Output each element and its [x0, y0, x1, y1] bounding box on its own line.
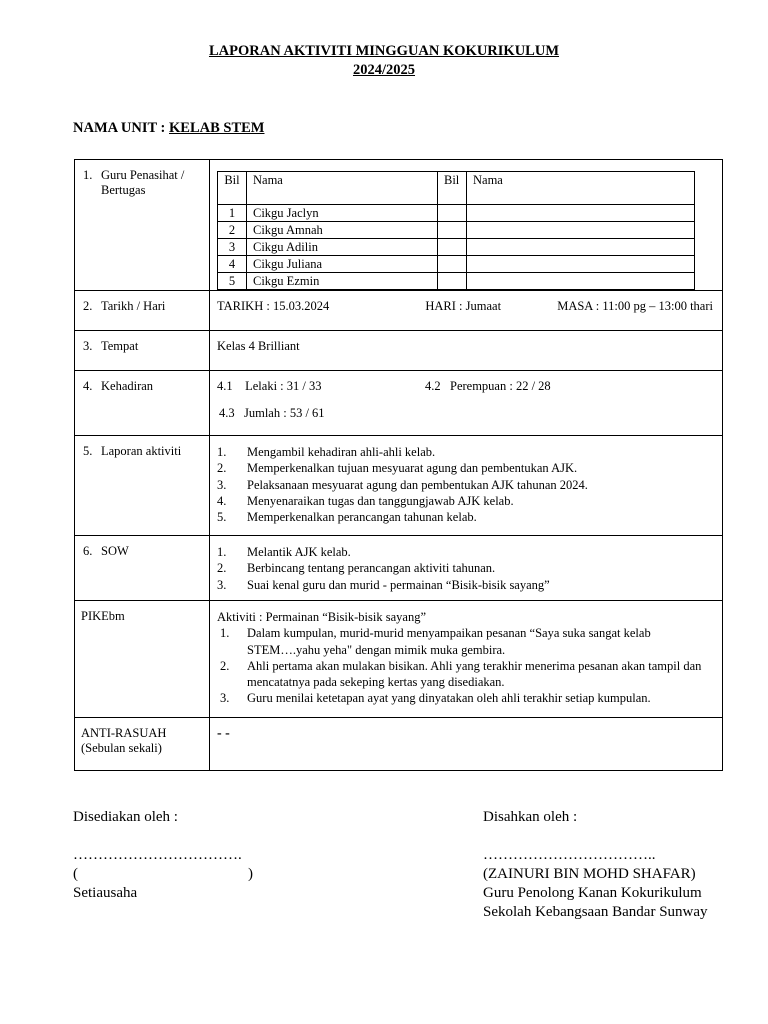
- date-value: TARIKH : 15.03.2024: [217, 299, 330, 313]
- attendance-cell: [210, 371, 723, 436]
- col-nama: Nama: [247, 172, 438, 205]
- signature-line: …………………………….: [73, 847, 242, 863]
- list-item: 2. Memperkenalkan tujuan mesyuarat agung dan pembentukan AJK.: [217, 461, 578, 476]
- report-year: 2024/2025: [352, 62, 416, 78]
- table-row: [218, 222, 695, 239]
- empty-cell: [467, 205, 695, 222]
- prepared-by-block: [73, 808, 253, 903]
- unit-name: [73, 120, 264, 137]
- list-item: 5. Memperkenalkan perancangan tahunan kelab.: [217, 510, 477, 525]
- teacher-name: Cikgu Adilin: [247, 239, 438, 256]
- report-cell: [210, 436, 723, 536]
- list-item: 1. Dalam kumpulan, murid-murid menyampaikan pesanan “Saya suka sangat kelab STEM….yahu yeha" dengan mimik muka gembira.: [220, 626, 651, 657]
- teacher-name: Cikgu Jaclyn: [247, 205, 438, 222]
- teacher-name: Cikgu Ezmin: [247, 273, 438, 290]
- attendance-female: 4.2 Perempuan : 22 / 28: [425, 379, 551, 393]
- table-row: [218, 256, 695, 273]
- row-label: Kehadiran: [101, 379, 154, 393]
- row-sow: [75, 536, 723, 601]
- list-item: 1. Melantik AJK kelab.: [217, 545, 351, 559]
- teacher-bil: 3: [218, 239, 247, 256]
- row-label: Laporan aktiviti: [101, 444, 182, 458]
- signature-line: ……………………………..: [483, 847, 656, 863]
- row-number: 1.: [83, 168, 93, 182]
- empty-cell: [467, 239, 695, 256]
- row-pikebm: [75, 601, 723, 718]
- empty-cell: [438, 256, 467, 273]
- prepared-by-heading: Disediakan oleh :: [73, 809, 178, 825]
- label-cell: [75, 371, 210, 436]
- teacher-bil: 4: [218, 256, 247, 273]
- antirasuah-cell: [210, 718, 723, 771]
- time-value: MASA : 11:00 pg – 13:00 thari: [557, 299, 713, 313]
- row-number: 3.: [83, 339, 93, 353]
- approved-by-heading: Disahkan oleh :: [483, 809, 578, 825]
- prepared-by-role: Setiausaha: [73, 885, 138, 901]
- label-cell: [75, 291, 210, 331]
- approver-name: (ZAINURI BIN MOHD SHAFAR): [483, 866, 696, 882]
- row-label: Guru Penasihat / Bertugas: [101, 168, 185, 197]
- col-bil-2: Bil: [438, 172, 467, 205]
- col-nama-2: Nama: [467, 172, 695, 205]
- label-cell: [75, 331, 210, 371]
- pikebm-intro: Aktiviti : Permainan “Bisik-bisik sayang”: [217, 610, 426, 624]
- attendance-male: 4.1 Lelaki : 31 / 33: [217, 379, 322, 393]
- label-cell: [75, 601, 210, 718]
- unit-value: KELAB STEM: [169, 120, 265, 136]
- approver-school: Sekolah Kebangsaan Bandar Sunway: [483, 904, 708, 920]
- empty-cell: [438, 273, 467, 290]
- table-row: [218, 273, 695, 290]
- row-number: 5.: [83, 444, 93, 458]
- day-value: HARI : Jumaat: [425, 299, 502, 313]
- row-antirasuah: [75, 718, 723, 771]
- teacher-bil: 2: [218, 222, 247, 239]
- unit-label: NAMA UNIT :: [73, 120, 169, 136]
- row-guru: [75, 160, 723, 291]
- row-kehadiran: [75, 371, 723, 436]
- teacher-name: Cikgu Amnah: [247, 222, 438, 239]
- row-label: PIKEbm: [81, 609, 125, 623]
- teacher-table-header: [218, 172, 695, 205]
- table-row: [218, 239, 695, 256]
- empty-cell: [438, 222, 467, 239]
- label-cell: [75, 536, 210, 601]
- table-row: [218, 205, 695, 222]
- paren-close: ): [248, 866, 253, 882]
- report-table: [74, 159, 723, 771]
- list-item: 4. Menyenaraikan tugas dan tanggungjawab AJK kelab.: [217, 493, 514, 508]
- list-item: 3. Pelaksanaan mesyuarat agung dan pembentukan AJK tahunan 2024.: [217, 477, 588, 492]
- approver-role: Guru Penolong Kanan Kokurikulum: [483, 885, 702, 901]
- approved-by-block: [483, 808, 708, 922]
- sow-cell: [210, 536, 723, 601]
- list-item: 2. Berbincang tentang perancangan aktiviti tahunan.: [217, 561, 496, 576]
- list-item: 3. Guru menilai ketetapan ayat yang dinyatakan oleh ahli terakhir setiap kumpulan.: [220, 691, 651, 706]
- teacher-name: Cikgu Juliana: [247, 256, 438, 273]
- teacher-table: [217, 171, 695, 290]
- report-title: LAPORAN AKTIVITI MINGGUAN KOKURIKULUM: [208, 43, 560, 59]
- row-label: Tempat: [101, 339, 139, 353]
- place-value: Kelas 4 Brilliant: [217, 339, 300, 353]
- list-item: 1. Mengambil kehadiran ahli-ahli kelab.: [217, 445, 436, 459]
- place-cell: [210, 331, 723, 371]
- empty-cell: [467, 256, 695, 273]
- activity-list: [217, 444, 716, 525]
- pikebm-cell: [210, 601, 723, 718]
- empty-cell: [467, 273, 695, 290]
- label-cell: [75, 718, 210, 771]
- empty-cell: [438, 205, 467, 222]
- teacher-bil: 1: [218, 205, 247, 222]
- paren-open: (: [73, 866, 78, 882]
- teacher-cell: [210, 160, 723, 291]
- row-number: 2.: [83, 299, 93, 313]
- date-cell: [210, 291, 723, 331]
- teacher-bil: 5: [218, 273, 247, 290]
- label-cell: [75, 160, 210, 291]
- pikebm-list: [217, 625, 716, 706]
- col-bil: Bil: [218, 172, 247, 205]
- list-item: 3. Suai kenal guru dan murid - permainan “Bisik-bisik sayang”: [217, 577, 550, 592]
- row-number: 6.: [83, 544, 93, 558]
- row-tempat: [75, 331, 723, 371]
- row-sublabel: (Sebulan sekali): [81, 741, 162, 755]
- attendance-total: 4.3 Jumlah : 53 / 61: [219, 406, 325, 420]
- row-label: SOW: [101, 544, 129, 558]
- list-item: 2. Ahli pertama akan mulakan bisikan. Ahli yang terakhir menerima pesanan akan tampil dan mencatatnya pada sekeping kertas yang disediakan.: [220, 658, 702, 690]
- row-tarikh: [75, 291, 723, 331]
- empty-cell: [438, 239, 467, 256]
- row-label: ANTI-RASUAH: [81, 726, 167, 740]
- empty-cell: [467, 222, 695, 239]
- antirasuah-value: - -: [217, 726, 230, 741]
- row-label: Tarikh / Hari: [101, 299, 166, 313]
- label-cell: [75, 436, 210, 536]
- row-number: 4.: [83, 379, 93, 393]
- sow-list: [217, 544, 716, 593]
- row-laporan: [75, 436, 723, 536]
